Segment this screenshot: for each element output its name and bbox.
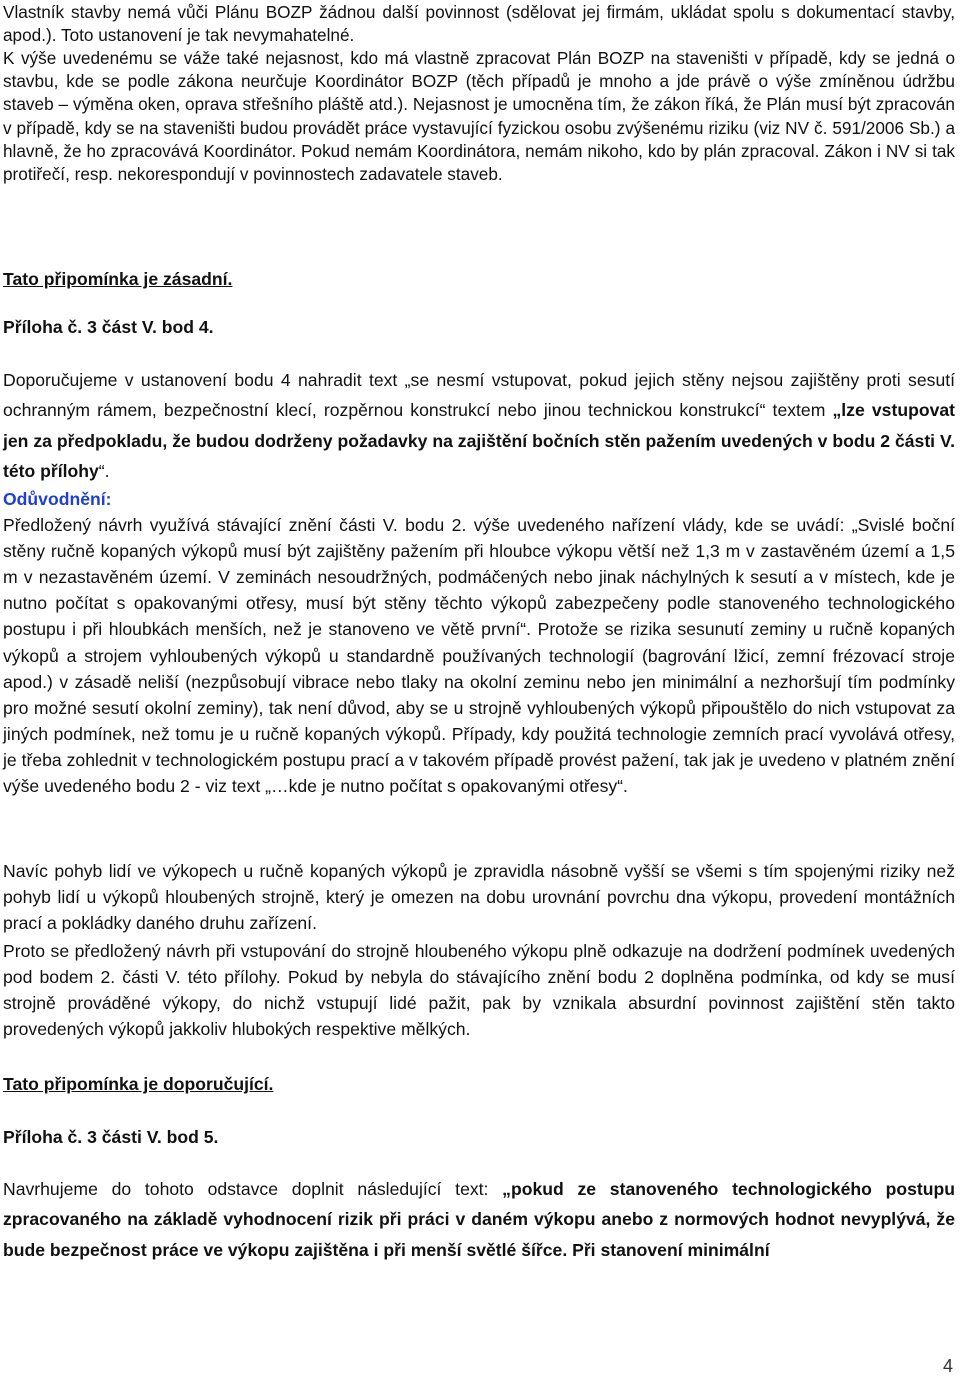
- comment-type-fundamental: Tato připomínka je zásadní.: [3, 269, 233, 289]
- proposal-text: Navrhujeme do tohoto odstavce doplnit následující text:: [3, 1179, 503, 1199]
- page-number: 4: [942, 1356, 953, 1376]
- paragraph-text: K výše uvedenému se váže také nejasnost, kdo má vlastně zpracovat Plán BOZP na staveništi v případě, kdy se jedná o stavbu, kde se podle zákona neurčuje Koordinátor BOZP (těch případů je mnoho a jde právě o výše zmíněnou údržbu staveb – výměna oken, oprava střešního pláště atd.). Nejasnost je umocněna tím, že zákon říká, že Plán musí být zpracován v případě, kdy se na staveništi budou provádět práce vystavující fyzickou osobu zvýšenému riziku (viz NV č. 591/2006 Sb.) a hlavně, že ho zpracovává Koordinátor. Pokud nemám Koordinátora, nemám nikoho, kdo by plán zpracoval. Zákon i NV si tak protiřečí, resp. nekorespondují v povinnostech zadavatele staveb.: [3, 48, 955, 185]
- section-heading-annex3-part5-item5: Příloha č. 3 části V. bod 5.: [3, 1127, 219, 1147]
- paragraph-conclusion: [3, 938, 955, 1042]
- paragraph-text: Proto se předložený návrh při vstupování do strojně hloubeného výkopu plně odkazuje na dodržení podmínek uvedených pod bodem 2. části V. této přílohy. Pokud by nebyla do stávajícího znění bodu 2 doplněna podmínka, od kdy se musí strojně prováděné výkopy, do nichž vstupují lidé pažit, pak by vznikala absurdní povinnost zajištění stěn takto provedených výkopů jakkoliv hlubokých respektive mělkých.: [3, 941, 955, 1040]
- justification-text: Předložený návrh využívá stávající znění části V. bodu 2. výše uvedeného nařízení vlády, kde se uvádí: „Svislé boční stěny ručně kopaných výkopů musí být zajištěny pažením při hloubce výkopu větší než 1,3 m v zastavěném území a 1,5 m v nezastavěném území. V zeminách nesoudržných, podmáčených nebo jinak náchylných k sesutí a v místech, kde je nutno počítat s opakovanými otřesy, musí být stěny těchto výkopů zabezpečeny podle stanoveného technologického postupu i při hloubkách menších, než je stanoveno ve větě první“. Protože se rizika sesunutí zeminy u ručně kopaných výkopů a strojem vyhloubených výkopů u standardně používaných technologií (bagrování lžicí, zemní frézovací stroje apod.) v zásadě neliší (nezpůsobují vibrace nebo tlaky na okolní zeminu nebo jen minimální a nezhoršují tím podmínky pro možné sesutí okolní zeminy), tak není důvod, aby se u strojně vyhloubených výkopů připouštělo do nich vstupovat za jiných podmínek, než tomu je u ručně kopaných výkopů. Případy, kdy použitá technologie zemních prací vyvolává otřesy, je třeba zohlednit v technologickém postupu prací a v takovém případě provést pažení, tak jak je uvedeno v platném znění výše uvedeného bodu 2 - viz text „…kde je nutno počítat s opakovanými otřesy“.: [3, 515, 955, 797]
- recommendation-proposed-text: „lze vstupovat jen za předpokladu, že budou dodrženy požadavky na zajištění bočních stěn pažením uvedených v bodu 2 části V. této přílohy: [3, 400, 955, 482]
- paragraph-justification: [3, 486, 955, 799]
- section-heading-annex3-part5-item4: Příloha č. 3 část V. bod 4.: [3, 317, 214, 337]
- justification-label: Odůvodnění:: [3, 489, 112, 509]
- paragraph-bozp-plan-ambiguity: [3, 47, 955, 186]
- paragraph-item4-recommendation: [3, 365, 955, 487]
- proposal-added-text: „pokud ze stanoveného technologického postupu zpracovaného na základě vyhodnocení rizik při práci v daném výkopu anebo z normových hodnot nevyplývá, že bude bezpečnost práce ve výkopu zajištěna i při menší světlé šířce. Při stanovení minimální: [3, 1179, 955, 1260]
- recommendation-text-end: “.: [98, 461, 110, 482]
- recommendation-text: Doporučujeme v ustanovení bodu 4 nahradit text „se nesmí vstupovat, pokud jejich stěny nejsou zajištěny proti sesutí ochranným rámem, bezpečnostní klecí, rozpěrnou konstrukcí nebo jinou technickou konstrukcí“ textem: [3, 370, 955, 421]
- paragraph-people-movement: [3, 858, 955, 936]
- paragraph-owner-obligation: [3, 1, 955, 47]
- paragraph-item5-proposal: [3, 1174, 955, 1265]
- comment-type-recommending: Tato připomínka je doporučující.: [3, 1074, 274, 1094]
- paragraph-text: Navíc pohyb lidí ve výkopech u ručně kopaných výkopů je zpravidla násobně vyšší se všemi s tím spojenými riziky než pohyb lidí u výkopů hloubených strojně, který je omezen na dobu urovnání povrchu dna výkopu, provedení montážních prací a pokládky daného druhu zařízení.: [3, 861, 955, 934]
- paragraph-text: Vlastník stavby nemá vůči Plánu BOZP žádnou další povinnost (sdělovat jej firmám, ukládat spolu s dokumentací stavby, apod.). Toto ustanovení je tak nevymahatelné.: [3, 2, 955, 46]
